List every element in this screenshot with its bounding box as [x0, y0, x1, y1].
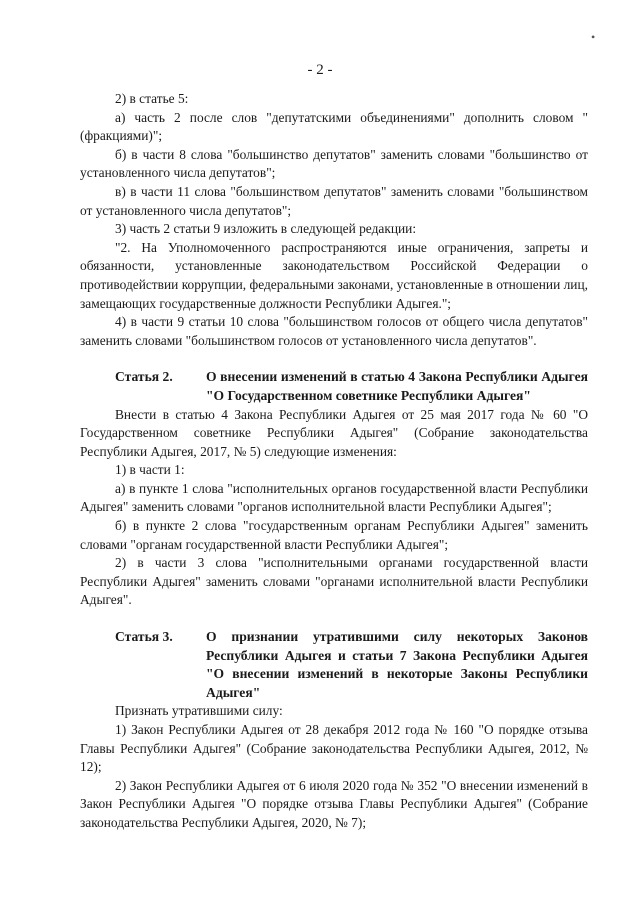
article-3-title: О признании утратившими силу некоторых Законов Республики Адыгея и статьи 7 Закона Республики Адыгея "О внесении изменений в некоторые Законы Республики Адыгея" — [206, 629, 588, 700]
paragraph: 2) в статье 5: — [115, 91, 189, 106]
paragraph: Признать утратившими силу: — [115, 703, 283, 719]
paragraph: в) в части 11 слова "большинством депутатов" заменить словами "большинством от установленного числа депутатов"; — [80, 183, 588, 218]
paragraph: б) в пункте 2 слова "государственным органам Республики Адыгея" заменить словами "органам государственной власти Республики Адыгея"; — [80, 518, 588, 552]
paragraph: а) в пункте 1 слова "исполнительных органов государственной власти Республики Адыгея" заменить словами "органов исполнительной власти Республики Адыгея"; — [80, 480, 588, 515]
paragraph: Внести в статью 4 Закона Республики Адыгея от 25 мая 2017 года № 60 "О Государственном советнике Республики Адыгея" (Собрание законодательства Республики Адыгея, 2017, № 5) следующие изменения: — [80, 406, 588, 459]
paragraph: 1) в части 1: — [115, 462, 185, 478]
scan-speck: • — [591, 30, 596, 44]
paragraph: "2. На Уполномоченного распространяются иные ограничения, запреты и обязанности, установленные законодательством Российской Федерации о противодействии коррупции, федеральными законами, установленные в отношении лиц, замещающих государственные должности Республики Адыгея."; — [80, 239, 588, 311]
article-2-label: Статья 2. — [115, 369, 173, 385]
paragraph: 4) в части 9 статьи 10 слова "большинством голосов от общего числа депутатов" заменить словами "большинством голосов от установленного числа депутатов". — [80, 314, 588, 348]
document-body — [80, 90, 588, 833]
paragraph: 3) часть 2 статьи 9 изложить в следующей редакции: — [115, 221, 417, 237]
page-number: - 2 - — [307, 62, 333, 78]
paragraph: 2) в части 3 слова "исполнительными органами государственной власти Республики Адыгея" заменить словами "органами исполнительной власти Республики Адыгея". — [80, 555, 588, 608]
paragraph: б) в части 8 слова "большинство депутатов" заменить словами "большинство от установленного числа депутатов"; — [80, 146, 588, 181]
article-2-title: О внесении изменений в статью 4 Закона Республики Адыгея "О Государственном советнике Республики Адыгея" — [206, 369, 588, 403]
paragraph: а) часть 2 после слов "депутатскими объединениями" дополнить словом "(фракциями)"; — [80, 109, 588, 144]
paragraph: 2) Закон Республики Адыгея от 6 июля 2020 года № 352 "О внесении изменений в Закон Республики Адыгея "О порядке отзыва Главы Республики Адыгея" (Собрание законодательства Республики Адыгея, 2020, № 7); — [80, 777, 588, 830]
article-2-heading — [80, 368, 588, 405]
article-3-label: Статья 3. — [115, 629, 173, 645]
article-3-heading — [80, 628, 588, 702]
paragraph: 1) Закон Республики Адыгея от 28 декабря 2012 года № 160 "О порядке отзыва Главы Республики Адыгея" (Собрание законодательства Республики Адыгея, 2012, № 12); — [80, 722, 588, 775]
